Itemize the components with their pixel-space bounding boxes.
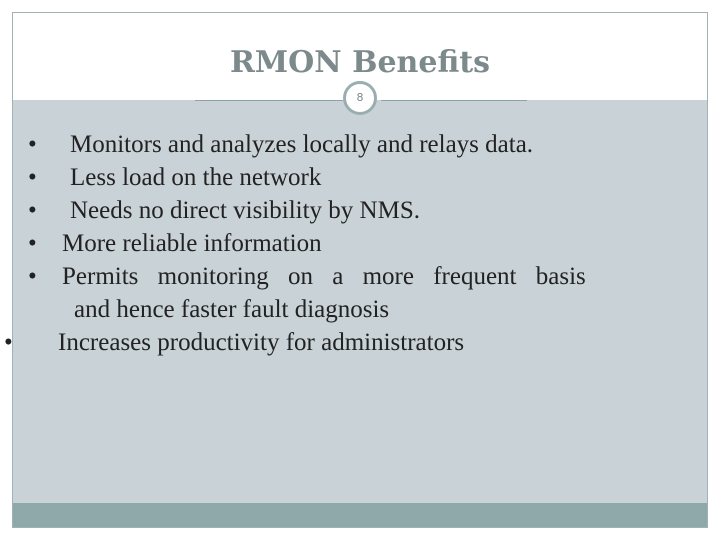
bullet-icon: •	[4, 329, 13, 356]
bullet-item	[4, 326, 688, 359]
bullet-text: Less load on the network	[70, 164, 322, 191]
bullet-text: Permits monitoring on a more frequent basis	[62, 263, 586, 290]
bullet-icon: •	[28, 263, 37, 290]
bullet-continuation	[28, 293, 688, 326]
header-divider-left	[195, 100, 343, 101]
bullet-icon: •	[28, 131, 37, 158]
footer-bar	[13, 503, 707, 527]
bullet-text: and hence faster fault diagnosis	[74, 296, 390, 323]
bullet-icon: •	[28, 197, 37, 224]
bullet-text: More reliable information	[62, 230, 322, 257]
bullet-list	[4, 128, 688, 359]
page-number-badge: 8	[343, 81, 377, 115]
bullet-text: Needs no direct visibility by NMS.	[70, 197, 420, 224]
bullet-item	[28, 260, 688, 293]
bullet-item	[28, 161, 688, 194]
bullet-item	[28, 194, 688, 227]
slide-title: RMON Benefits	[229, 45, 491, 80]
bullet-item	[28, 227, 688, 260]
bullet-item	[28, 128, 688, 161]
bullet-text: Increases productivity for administrators	[58, 329, 465, 356]
bullet-text: Monitors and analyzes locally and relays data.	[70, 131, 534, 158]
header-divider-right	[381, 100, 527, 101]
bullet-icon: •	[28, 230, 37, 257]
bullet-icon: •	[28, 164, 37, 191]
